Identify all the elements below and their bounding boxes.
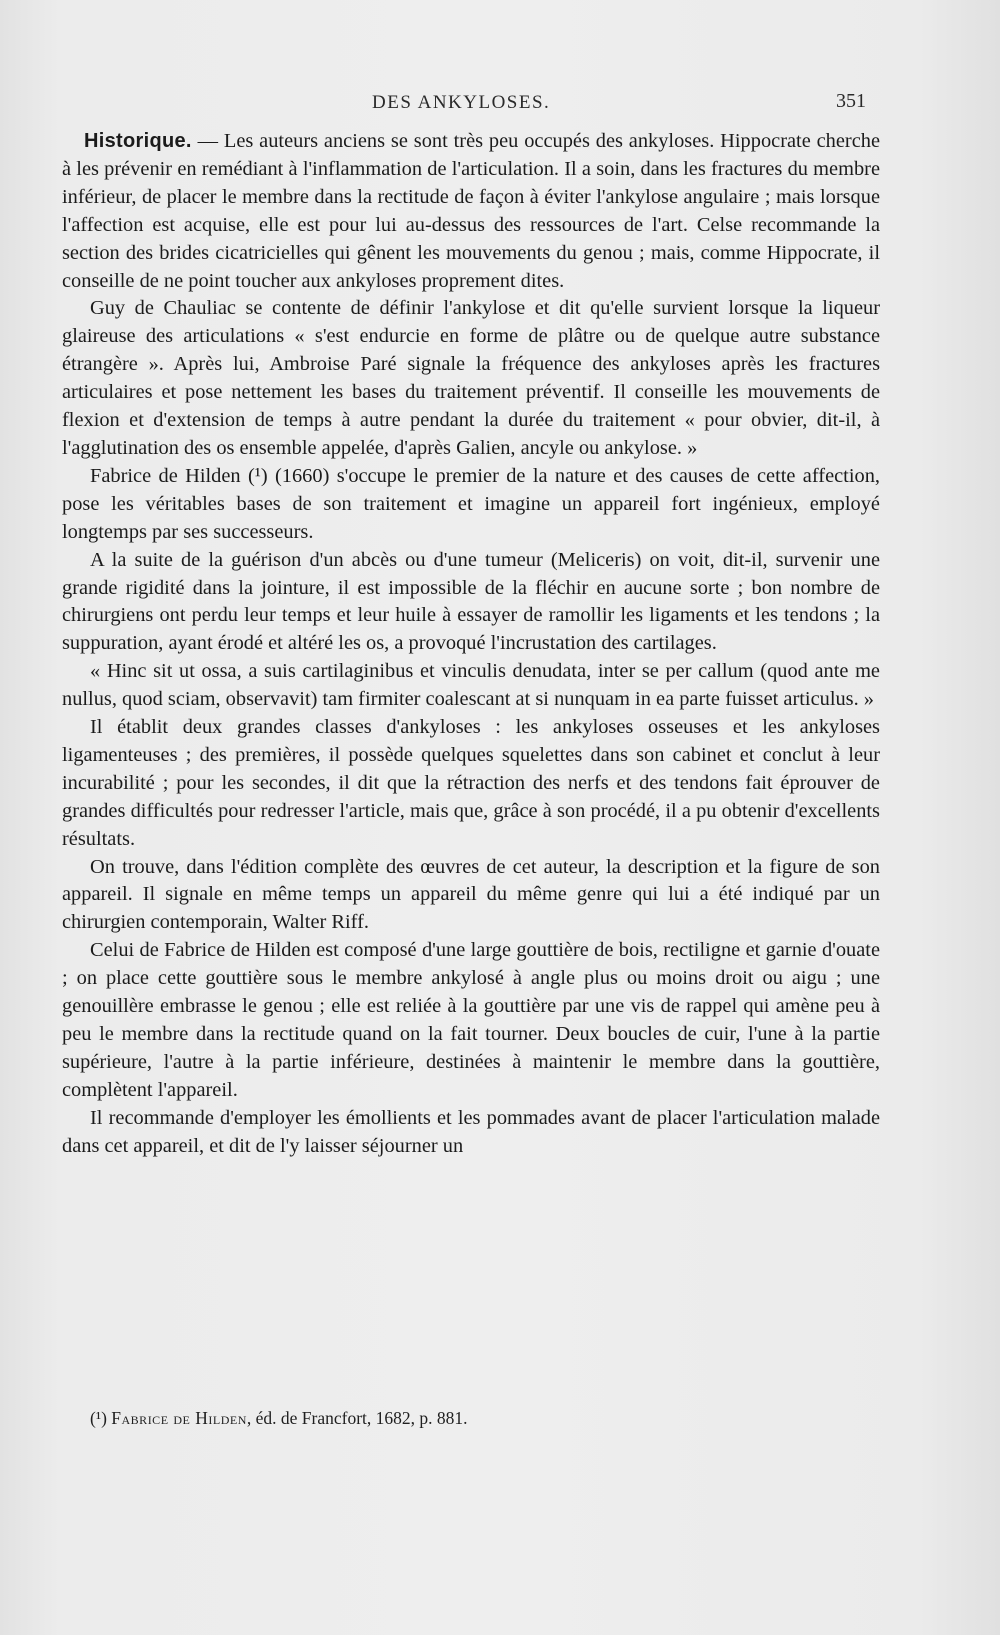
paragraph-latin-quote: « Hinc sit ut ossa, a suis cartilaginibus et vinculis denudata, inter se per callum (quod ante me nullus, quod sciam, observavit) tam firmiter coalescant at si nunquam in ea parte fuisset articulus. » [62,660,880,711]
paragraph: Il recommande d'employer les émollients et les pommades avant de placer l'articulation malade dans cet appareil, et dit de l'y laisser séjourner un [62,1106,880,1157]
running-head [0,92,1000,122]
running-title: DES ANKYLOSES. [372,92,551,113]
paragraph-historique [62,128,880,295]
footnote-details: , éd. de Francfort, 1682, p. 881. [246,1408,468,1428]
paragraph: A la suite de la guérison d'un abcès ou d'une tumeur (Meliceris) on voit, dit-il, survenir une grande rigidité dans la jointure, il est impossible de la fléchir en aucune sorte ; bon nombre de chirurgiens ont perdu leur temps et leur huile à essayer de ramollir les ligaments et les tendons ; la suppuration, ayant érodé et altéré les os, a provoqué l'incrustation des cartilages. [62,548,880,655]
section-heading: Historique. [84,130,192,152]
page-number: 351 [836,90,866,112]
footnote-author: Fabrice de Hilden [111,1408,247,1428]
paragraph: Guy de Chauliac se contente de définir l'ankylose et dit qu'elle survient lorsque la liqueur glaireuse des articulations « s'est endurcie en forme de plâtre ou de quelque autre substance étrangère ». Après lui, Ambroise Paré signale la fréquence des ankyloses après les fractures articulaires et pose nettement les bases du traitement préventif. Il conseille les mouvements de flexion et d'extension de temps à autre pendant la durée du traitement « pour obvier, dit-il, à l'agglutination des os ensemble appelée, d'après Galien, ancyle ou ankylose. » [62,297,880,459]
intro-text: — Les auteurs anciens se sont très peu occupés des ankyloses. Hippocrate cherche à les prévenir en remédiant à l'inflammation de l'articulation. Il a soin, dans les fractures du membre inférieur, de placer le membre dans la rectitude de façon à éviter l'ankylose angulaire ; mais lorsque l'affection est acquise, elle est pour lui au-dessus des ressources de l'art. Celse recommande la section des brides cicatricielles qui gênent les mouvements du genou ; mais, comme Hippocrate, il conseille de ne point toucher aux ankyloses proprement dites. [62,130,880,292]
footnote-marker: (¹) [90,1408,107,1428]
paragraph: Il établit deux grandes classes d'ankyloses : les ankyloses osseuses et les ankyloses ligamenteuses ; des premières, il possède quelques squelettes dans son cabinet et conclut à leur incurabilité ; pour les secondes, il dit que la rétraction des nerfs et des tendons fait éprouver de grandes difficultés pour redresser l'article, mais que, grâce à son procédé, il a pu obtenir d'excellents résultats. [62,716,880,850]
main-text [62,128,880,1383]
paragraph: Celui de Fabrice de Hilden est composé d'une large gouttière de bois, rectiligne et garnie d'ouate ; on place cette gouttière sous le membre ankylosé à angle plus ou moins droit ou aigu ; une genouillère embrasse le genou ; elle est reliée à la gouttière par une vis de rappel qui amène peu à peu le membre dans la rectitude quand on la fait tourner. Deux boucles de cuir, l'une à la partie supérieure, l'autre à la partie inférieure, destinées à maintenir le membre dans la gouttière, complètent l'appareil. [62,939,880,1101]
paragraph: Fabrice de Hilden (¹) (1660) s'occupe le premier de la nature et des causes de cette affection, pose les véritables bases de son traitement et imagine un appareil fort ingénieux, employé longtemps par ses successeurs. [62,464,880,543]
footnote [90,1408,870,1438]
paragraph: On trouve, dans l'édition complète des œuvres de cet auteur, la description et la figure de son appareil. Il signale en même temps un appareil du même genre qui lui a été indiqué par un chirurgien contemporain, Walter Riff. [62,855,880,934]
